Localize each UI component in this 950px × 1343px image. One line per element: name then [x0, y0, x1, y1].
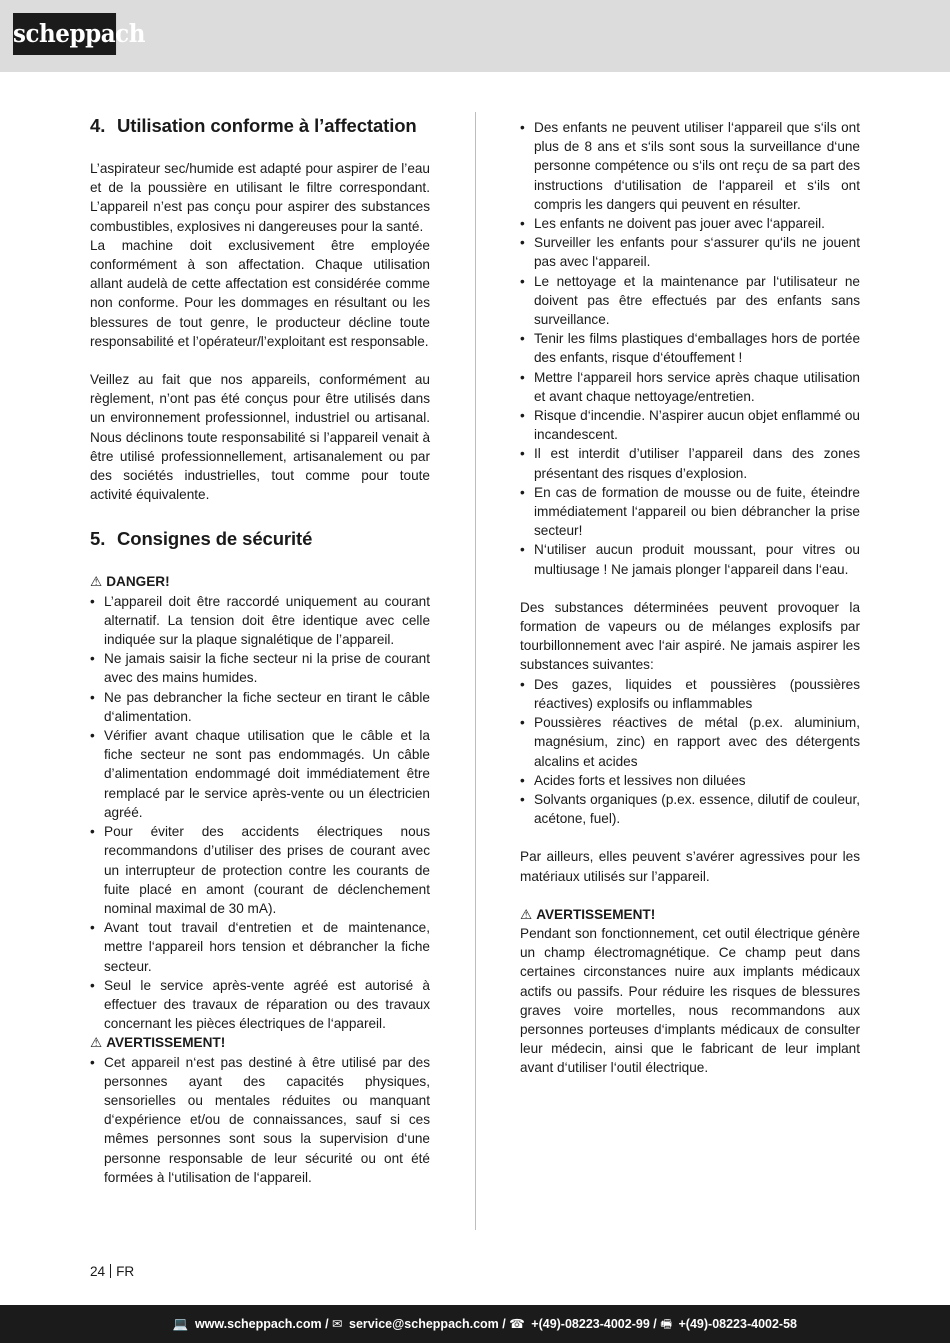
danger-list — [90, 592, 430, 1034]
list-item: • Poussières réactives de métal (p.ex. aluminium, magnésium, zinc) en rapport avec des détergents alcalins et acides — [520, 713, 860, 771]
section-5-heading — [90, 525, 430, 553]
list-item: • Cet appareil n‘est pas destiné à être utilisé par des personnes ayant des capacités physiques, sensorielles ou mentales réduites ou manquant d‘expérience et/ou de connaissances, sauf si ces mêmes personnes sont sous la supervision d‘une personne responsable de leur sécurité ou ont été formées à l‘utilisation de l‘appareil. — [90, 1053, 430, 1187]
footer-phone[interactable]: +(49)-08223-4002-99 / — [531, 1317, 657, 1331]
computer-icon: 💻 — [172, 1317, 189, 1331]
list-item: • Les enfants ne doivent pas jouer avec l‘appareil. — [520, 214, 860, 233]
left-column — [90, 112, 430, 1187]
list-item: • L’appareil doit être raccordé uniquement au courant alternatif. La tension doit être identique avec celle indiquée sur la plaque signalétique de l’appareil. — [90, 592, 430, 650]
list-item: • Solvants organiques (p.ex. essence, dilutif de couleur, acétone, fuel). — [520, 790, 860, 828]
warning-triangle-icon: ⚠ — [520, 906, 533, 922]
mail-icon: ✉ — [332, 1317, 343, 1331]
list-item: • Vérifier avant chaque utilisation que le câble et la fiche secteur ne sont pas endommagés. Un câble d’alimentation endommagé doit immédiatement être remplacé par le service après-vente ou un électricien agréé. — [90, 726, 430, 822]
column-divider — [475, 112, 476, 1230]
page-number-value: 24 — [90, 1264, 106, 1279]
list-item: • Acides forts et lessives non diluées — [520, 771, 860, 790]
warning-heading — [90, 1033, 430, 1052]
list-item: • Ne pas debrancher la fiche secteur en tirant le câble d‘alimentation. — [90, 688, 430, 726]
header-band — [0, 0, 950, 72]
section-5-number: 5. — [90, 528, 106, 550]
list-item: • Des enfants ne peuvent utiliser l‘appareil que s‘ils ont plus de 8 ans et s‘ils sont sous la surveillance d‘une personne compétence ou s‘ils ont reçu de sa part des instructions d‘utilisation de l‘appareil et s‘ils ont compris les dangers qui peuvent en résulter. — [520, 118, 860, 214]
warning-list — [90, 1053, 430, 1187]
section-4-paragraph-1: L’aspirateur sec/humide est adapté pour aspirer de l’eau et de la poussière en utilisant le filtre correspondant. L’appareil n’est pas conçu pour aspirer des substances combustibles, explosives ni dangereuses pour la santé. — [90, 161, 430, 234]
substances-intro: Des substances déterminées peuvent provoquer la formation de vapeurs ou de mélanges explosifs par tourbillonnement avec l‘air aspiré. Ne jamais aspirer les substances suivantes: — [520, 599, 860, 673]
footer-email[interactable]: service@scheppach.com / — [349, 1317, 506, 1331]
section-5-title: Consignes de sécurité — [117, 528, 313, 550]
brand-logo: scheppach — [13, 13, 116, 55]
section-4-title: Utilisation conforme à l’affectation — [117, 115, 417, 136]
section-4-paragraph-2: La machine doit exclusivement être employée conformément à son affectation. Chaque utilisation allant audelà de cette affectation est considérée comme non conforme. Pour les dommages en résultant ou les blessures de tout genre, le producteur décline toute responsabilité et l’opérateur/l’exploitant est responsable. — [90, 237, 430, 349]
right-column — [520, 118, 860, 1078]
list-item: • Tenir les films plastiques d‘emballages hors de portée des enfants, risque d‘étouffement ! — [520, 329, 860, 367]
page-language: FR — [116, 1264, 135, 1279]
aggressive-note: Par ailleurs, elles peuvent s’avérer agressives pour les matériaux utilisés sur l’appareil. — [520, 849, 860, 884]
footer-fax: +(49)-08223-4002-58 — [678, 1317, 797, 1331]
list-item: • Le nettoyage et la maintenance par l‘utilisateur ne doivent pas être effectués par des enfants sans surveillance. — [520, 272, 860, 330]
danger-heading — [90, 572, 430, 591]
emf-warning-text: Pendant son fonctionnement, cet outil électrique génère un champ électromagnétique. Ce champ peut dans certaines circonstances nuire aux implants médicaux actifs ou passifs. Pour réduire les risques de blessures graves voire mortelles, nous recommandons aux personnes porteuses d‘implants médicaux de consulter leur médecin, ainsi que le fabricant de leur implant avant d‘utiliser l‘outil électrique. — [520, 925, 860, 1076]
section-4-number: 4. — [90, 115, 106, 136]
list-item: • Mettre l‘appareil hors service après chaque utilisation et avant chaque nettoyage/entretien. — [520, 368, 860, 406]
list-item: • Risque d‘incendie. N’aspirer aucun objet enflammé ou incandescent. — [520, 406, 860, 444]
list-item: • Des gazes, liquides et poussières (poussières réactives) explosifs ou inflammables — [520, 675, 860, 713]
emf-warning-heading — [520, 905, 860, 924]
substances-list — [520, 675, 860, 829]
list-item: • Pour éviter des accidents électriques nous recommandons d’utiliser des prises de courant avec un interrupteur de protection contre les courants de fuite placé en amont (courant de déclenchement nominal maximal de 30 mA). — [90, 822, 430, 918]
list-item: • En cas de formation de mousse ou de fuite, éteindre immédiatement l‘appareil ou bien débrancher la prise secteur! — [520, 483, 860, 541]
fax-icon: 🖷 — [660, 1317, 673, 1331]
emf-warning-label: AVERTISSEMENT! — [536, 906, 656, 922]
list-item: • Il est interdit d’utiliser l’appareil dans des zones présentant des risques d’explosion. — [520, 444, 860, 482]
children-safety-list — [520, 118, 860, 579]
list-item: • Ne jamais saisir la fiche secteur ni la prise de courant avec des mains humides. — [90, 649, 430, 687]
warning-label: AVERTISSEMENT! — [106, 1035, 226, 1051]
footer-bar — [0, 1305, 950, 1343]
footer-website[interactable]: www.scheppach.com / — [194, 1317, 329, 1331]
list-item: • Surveiller les enfants pour s‘assurer qu‘ils ne jouent pas avec l‘appareil. — [520, 233, 860, 271]
warning-triangle-icon: ⚠ — [90, 1035, 103, 1051]
section-4-heading — [90, 112, 430, 140]
phone-icon: ☎ — [509, 1317, 525, 1331]
list-item: • Avant tout travail d‘entretien et de maintenance, mettre l‘appareil hors tension et débrancher la fiche secteur. — [90, 918, 430, 976]
danger-label: DANGER! — [106, 574, 170, 590]
section-4-paragraph-3: Veillez au fait que nos appareils, conformément au règlement, n’ont pas été conçus pour être utilisés dans un environnement professionnel, industriel ou artisanal. Nous déclinons toute responsabilité si l’appareil venait à être utilisé professionnellement, artisanalement ou par des sociétés industrielles, tout comme pour toute activité équivalente. — [90, 372, 430, 503]
warning-triangle-icon: ⚠ — [90, 574, 103, 590]
list-item: • Seul le service après-vente agréé est autorisé à effectuer des travaux de réparation ou des travaux concernant les pièces électriques de l‘appareil. — [90, 976, 430, 1034]
list-item: • N‘utiliser aucun produit moussant, pour vitres ou multiusage ! Ne jamais plonger l‘appareil dans l‘eau. — [520, 540, 860, 578]
page-number — [90, 1264, 134, 1279]
